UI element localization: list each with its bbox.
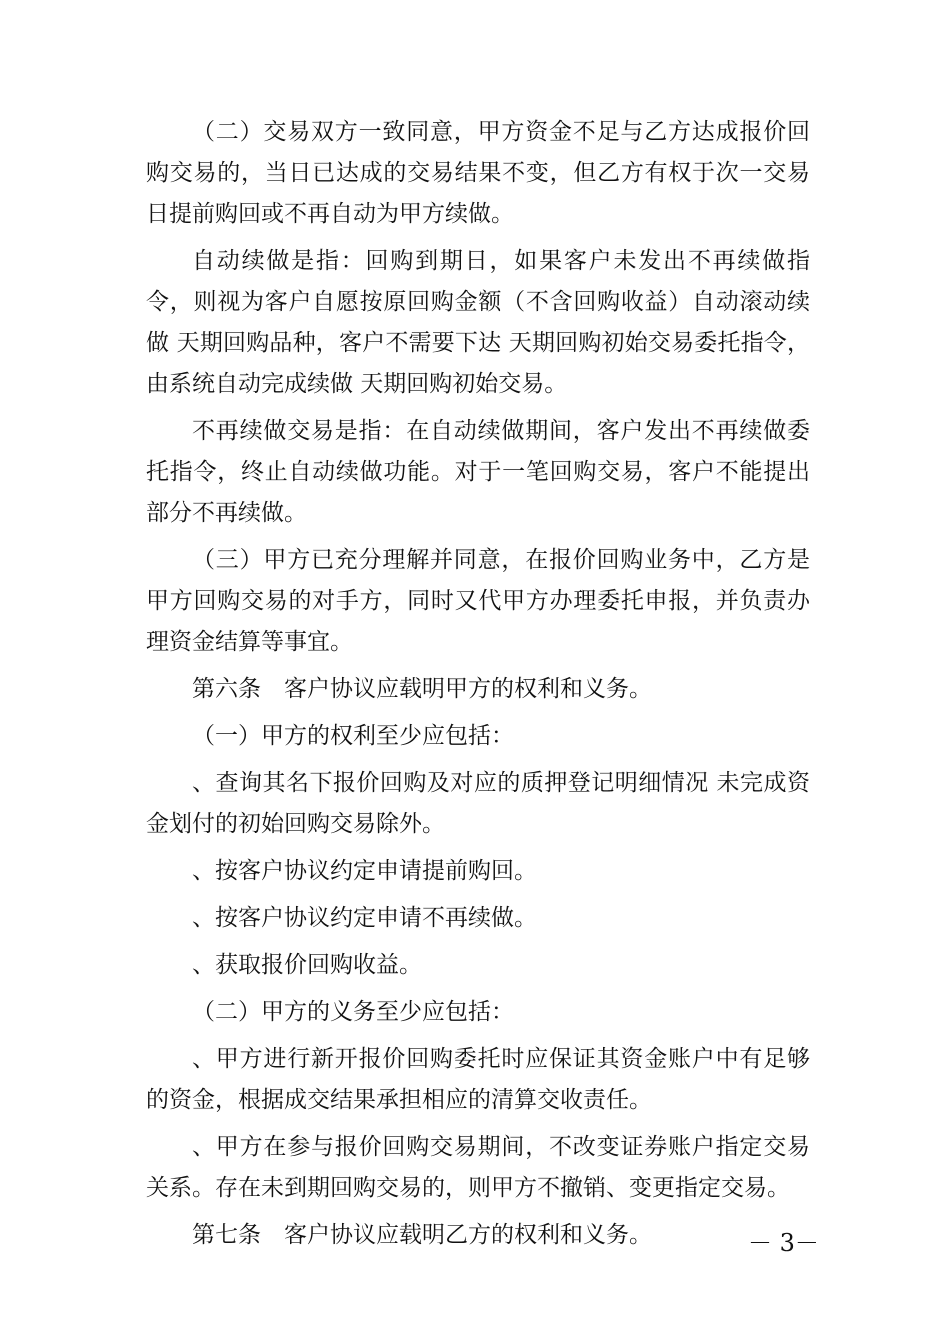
party-a-obligations-heading: （二）甲方的义务至少应包括： <box>192 999 514 1025</box>
party-a-right-item: 、查询其名下报价回购及对应的质押登记明细情况 未完成资金划付的初始回购交易除外。 <box>146 770 810 837</box>
party-a-right-item: 、按客户协议约定申请提前购回。 <box>192 858 537 884</box>
party-a-rights-heading: （一）甲方的权利至少应包括： <box>192 723 514 749</box>
article-six-heading: 第六条 客户协议应载明甲方的权利和义务。 <box>192 676 652 702</box>
paragraph-counterparty-clause: （三）甲方已充分理解并同意，在报价回购业务中，乙方是甲方回购交易的对手方，同时又代甲方办理委托申报，并负责办理资金结算等事宜。 <box>146 547 810 655</box>
party-a-right-item: 、获取报价回购收益。 <box>192 952 422 978</box>
paragraph-repo-insufficient-funds: （二）交易双方一致同意，甲方资金不足与乙方达成报价回购交易的，当日已达成的交易结果不变，但乙方有权于次一交易日提前购回或不再自动为甲方续做。 <box>146 119 810 227</box>
document-body <box>146 112 819 1262</box>
party-a-right-item: 、按客户协议约定申请不再续做。 <box>192 905 537 931</box>
party-a-obligation-item: 、甲方在参与报价回购交易期间，不改变证券账户指定交易关系。存在未到期回购交易的，则甲方不撤销、变更指定交易。 <box>146 1134 810 1201</box>
article-seven-heading: 第七条 客户协议应载明乙方的权利和义务。 <box>192 1222 652 1248</box>
page-number: － 3－ <box>748 1229 819 1257</box>
paragraph-no-renewal-definition: 不再续做交易是指：在自动续做期间，客户发出不再续做委托指令，终止自动续做功能。对于一笔回购交易，客户不能提出部分不再续做。 <box>146 418 810 526</box>
party-a-obligation-item: 、甲方进行新开报价回购委托时应保证其资金账户中有足够的资金，根据成交结果承担相应的清算交收责任。 <box>146 1046 810 1113</box>
paragraph-auto-renewal-definition: 自动续做是指：回购到期日，如果客户未发出不再续做指令，则视为客户自愿按原回购金额（不含回购收益）自动滚动续做 天期回购品种，客户不需要下达 天期回购初始交易委托指令，由系统自动完成续做 天期回购初始交易。 <box>146 248 810 397</box>
